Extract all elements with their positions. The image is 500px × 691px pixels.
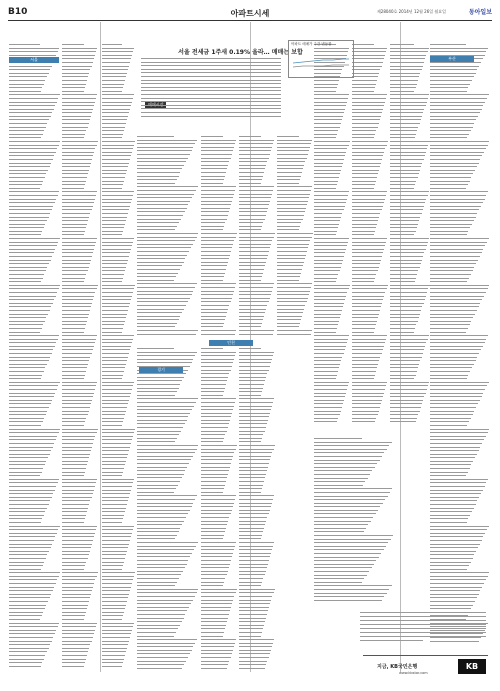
listing-column [277, 136, 313, 337]
listing-column [314, 438, 394, 603]
article-body [141, 58, 281, 119]
listing-column [239, 348, 275, 671]
footnote-block [360, 612, 486, 652]
section-header-incheon: 인천 [209, 340, 253, 346]
section-title: 아파트시세 [230, 9, 270, 18]
kb-logo: KB [458, 659, 486, 674]
series-line [293, 65, 349, 67]
ad-url: www.kbstar.com [399, 671, 428, 675]
listing-column [62, 44, 98, 669]
series-line [293, 59, 349, 63]
ad-slogan: 지금, KB국민은행 [377, 664, 418, 670]
listing-column [430, 44, 490, 644]
article-headline: 서울 전세금 1주새 0.19% 올라… 매매는 보합 [178, 49, 303, 56]
listing-column [352, 44, 388, 425]
page-header [8, 6, 492, 21]
listing-column [239, 136, 275, 337]
listing-column [9, 44, 61, 669]
section-header-gyeonggi: 경기 [139, 367, 183, 373]
section-header-busan: 부산 [430, 56, 474, 62]
section-header-seoul: 서울 [9, 57, 59, 63]
listing-column [137, 136, 199, 337]
column-divider [100, 22, 101, 672]
listing-column [201, 136, 237, 337]
listing-column [390, 44, 430, 425]
weekly-change-chart [288, 40, 354, 78]
publication-logo: 동아일보 [468, 9, 492, 16]
issue-info: 제28040호 2014년 12월 26일 월요일 [376, 9, 446, 14]
listing-column [201, 348, 237, 671]
listing-column [137, 348, 199, 671]
page-number: B10 [8, 7, 28, 17]
advertisement [363, 655, 488, 678]
chart-title: 아파트 매매가 주간 변동률 [291, 42, 332, 46]
listing-column [102, 44, 135, 669]
